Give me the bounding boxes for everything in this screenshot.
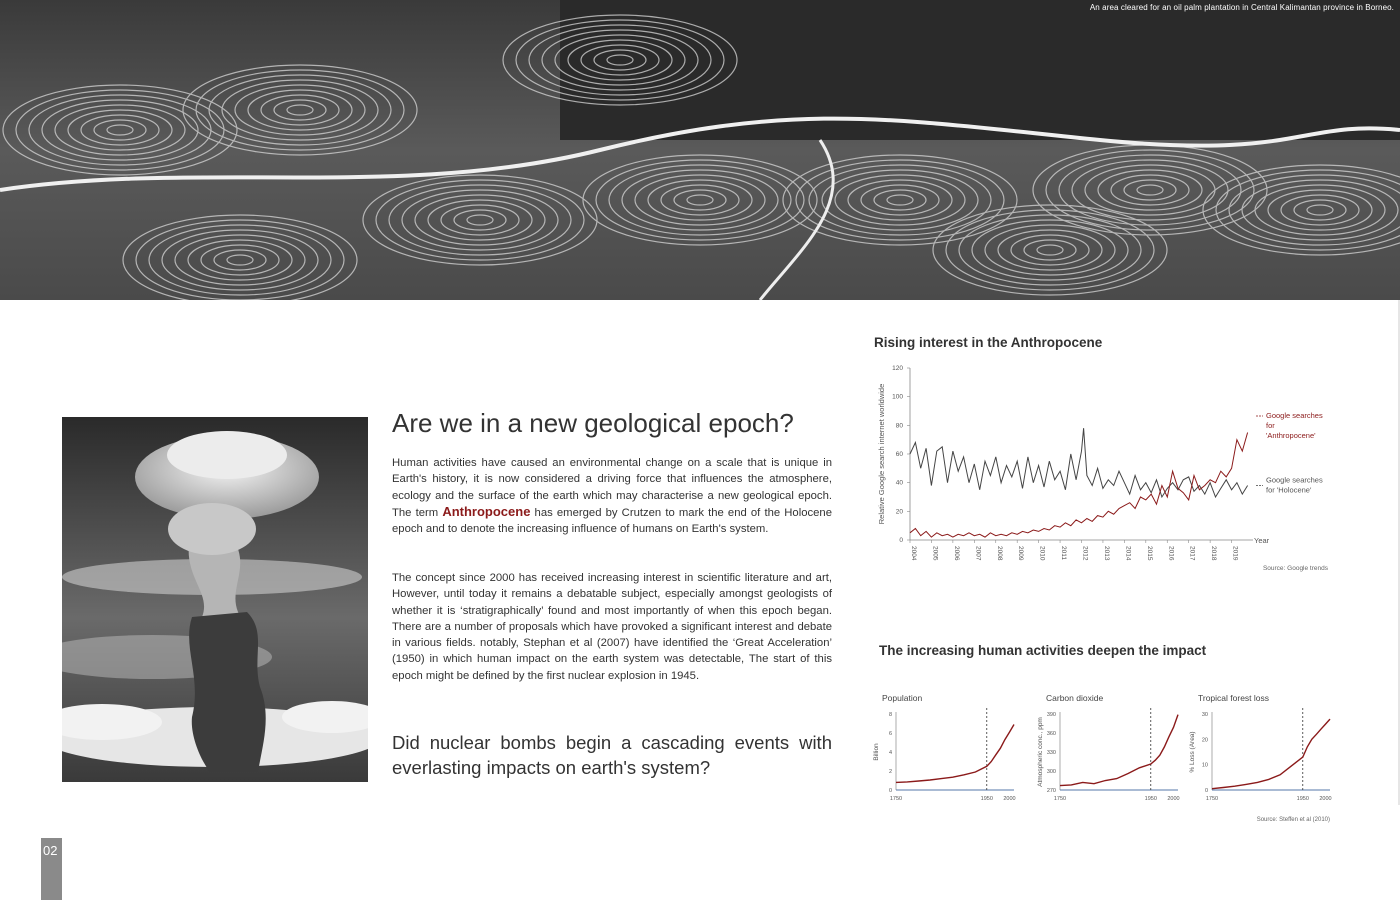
- small-x-tick-label: 1750: [1205, 796, 1219, 802]
- small-x-tick-label: 1750: [1053, 796, 1067, 802]
- holocene-legend-label: Google searches: [1266, 475, 1323, 485]
- x-axis-label: Year: [1254, 536, 1270, 545]
- y-tick-label: 20: [895, 508, 903, 516]
- x-tick-label: 2011: [1060, 546, 1068, 560]
- page-number: 02: [43, 843, 58, 858]
- small-x-tick-label: 2000: [1003, 796, 1016, 802]
- x-tick-label: 2008: [995, 546, 1003, 561]
- small-series-line: [1060, 715, 1178, 786]
- y-tick-label: 80: [895, 422, 903, 430]
- concept-paragraph: The concept since 2000 has received increasing interest in scientific literature and art, However, until today it remains a debatable subject, especially amongst geologists of whether it is ‘stratigraphically’ found and most importantly of when this epoch began. There are a number of proposals which have provoked a significant interest and debate in various fields. notably, Stephan et al (2007) have identified the ‘Great Acceleration’ (1950) in which human impact on the earth system was detectable, The start of this epoch might be defined by the first nuclear explosion in 1945.: [392, 572, 832, 682]
- small-y-tick-label: 270: [1046, 788, 1056, 794]
- small-y-tick-label: 6: [888, 731, 892, 737]
- x-tick-label: 2016: [1167, 546, 1175, 561]
- x-tick-label: 2017: [1188, 546, 1196, 561]
- holocene-legend-label: for 'Holocene': [1266, 485, 1312, 495]
- small-y-axis-label: Billion: [873, 743, 880, 761]
- intro-text-start: Human activities have caused an environmental change on a scale that is unique in Earth's history, it is now considered a driving force that influences the atmosphere, ecology and the surface of the earth which may characterise a new geological epoch. The term: [392, 457, 832, 519]
- small-y-tick-label: 2: [888, 769, 892, 775]
- small-y-tick-label: 360: [1046, 731, 1056, 737]
- small-x-tick-label: 1950: [1296, 796, 1309, 802]
- chart-title: Rising interest in the Anthropocene: [874, 335, 1103, 350]
- x-tick-label: 2013: [1102, 546, 1110, 561]
- chart-source: Source: Google trends: [1262, 565, 1328, 572]
- x-tick-label: 2010: [1038, 546, 1046, 561]
- small-y-tick-label: 20: [1201, 737, 1208, 744]
- small-chart-title: Tropical forest loss: [1198, 693, 1270, 703]
- article-heading: Are we in a new geological epoch?: [392, 408, 794, 438]
- anthropocene-legend-label: for: [1266, 421, 1275, 430]
- y-tick-label: 60: [895, 451, 903, 458]
- y-tick-label: 40: [895, 479, 903, 487]
- small-y-tick-label: 30: [1201, 712, 1208, 718]
- x-tick-label: 2004: [910, 546, 917, 561]
- y-tick-label: 100: [892, 393, 903, 401]
- small-y-tick-label: 390: [1046, 712, 1056, 718]
- x-tick-label: 2014: [1124, 546, 1132, 561]
- small-y-tick-label: 0: [888, 788, 892, 794]
- y-tick-label: 120: [892, 365, 903, 372]
- small-x-tick-label: 1950: [980, 796, 993, 802]
- anthropocene-legend-label: Google searches: [1266, 411, 1323, 420]
- impact-section-title: The increasing human activities deepen the impact: [879, 643, 1207, 658]
- small-y-tick-label: 8: [888, 712, 892, 718]
- x-tick-label: 2018: [1210, 546, 1218, 561]
- anthropocene-legend-label: 'Anthropocene': [1266, 431, 1316, 440]
- small-chart-title: Population: [882, 693, 923, 703]
- small-y-tick-label: 330: [1046, 750, 1056, 756]
- small-y-tick-label: 0: [1204, 788, 1208, 794]
- impact-charts-svg: [870, 688, 1340, 828]
- small-series-line: [896, 725, 1014, 783]
- small-y-tick-label: 4: [888, 750, 892, 756]
- holocene-series-line: [910, 428, 1248, 497]
- small-y-tick-label: 300: [1046, 769, 1056, 775]
- x-tick-label: 2015: [1145, 546, 1153, 561]
- mushroom-cloud-photo: [62, 417, 368, 782]
- hero-photo: [0, 0, 1400, 300]
- x-tick-label: 2006: [952, 546, 960, 561]
- small-x-tick-label: 2000: [1319, 796, 1332, 802]
- x-tick-label: 2007: [974, 546, 982, 561]
- impact-source: Source: Steffen et al (2010): [1256, 817, 1330, 823]
- x-tick-label: 2019: [1231, 546, 1239, 561]
- small-y-tick-label: 10: [1201, 762, 1208, 769]
- x-tick-label: 2005: [931, 546, 939, 561]
- x-tick-label: 2012: [1081, 546, 1089, 561]
- small-x-tick-label: 1950: [1144, 796, 1157, 802]
- intro-paragraph: [392, 455, 832, 537]
- small-y-axis-label: Atmospheric conc., ppm: [1037, 717, 1044, 787]
- question-heading: Did nuclear bombs begin a cascading events with everlasting impacts on earth's system?: [392, 732, 832, 778]
- y-tick-label: 0: [899, 537, 903, 544]
- small-x-tick-label: 2000: [1167, 796, 1180, 802]
- hero-caption: An area cleared for an oil palm plantation in Central Kalimantan province in Borneo.: [1089, 3, 1394, 12]
- trends-chart-svg: [870, 358, 1340, 578]
- small-y-axis-label: % Loss (Area): [1189, 731, 1196, 773]
- small-series-line: [1212, 719, 1330, 789]
- small-chart-title: Carbon dioxide: [1046, 693, 1104, 703]
- y-axis-label: Relative Google search internet worldwide: [877, 383, 886, 525]
- small-x-tick-label: 1750: [889, 796, 903, 802]
- anthropocene-series-line: [910, 433, 1248, 538]
- x-tick-label: 2009: [1017, 546, 1025, 561]
- anthropocene-keyword: Anthropocene: [442, 503, 531, 519]
- intro-text-end: has emerged by Crutzen to mark the end of the Holocene epoch and to denote the increasing influence of humans on Earth's system.: [392, 506, 832, 536]
